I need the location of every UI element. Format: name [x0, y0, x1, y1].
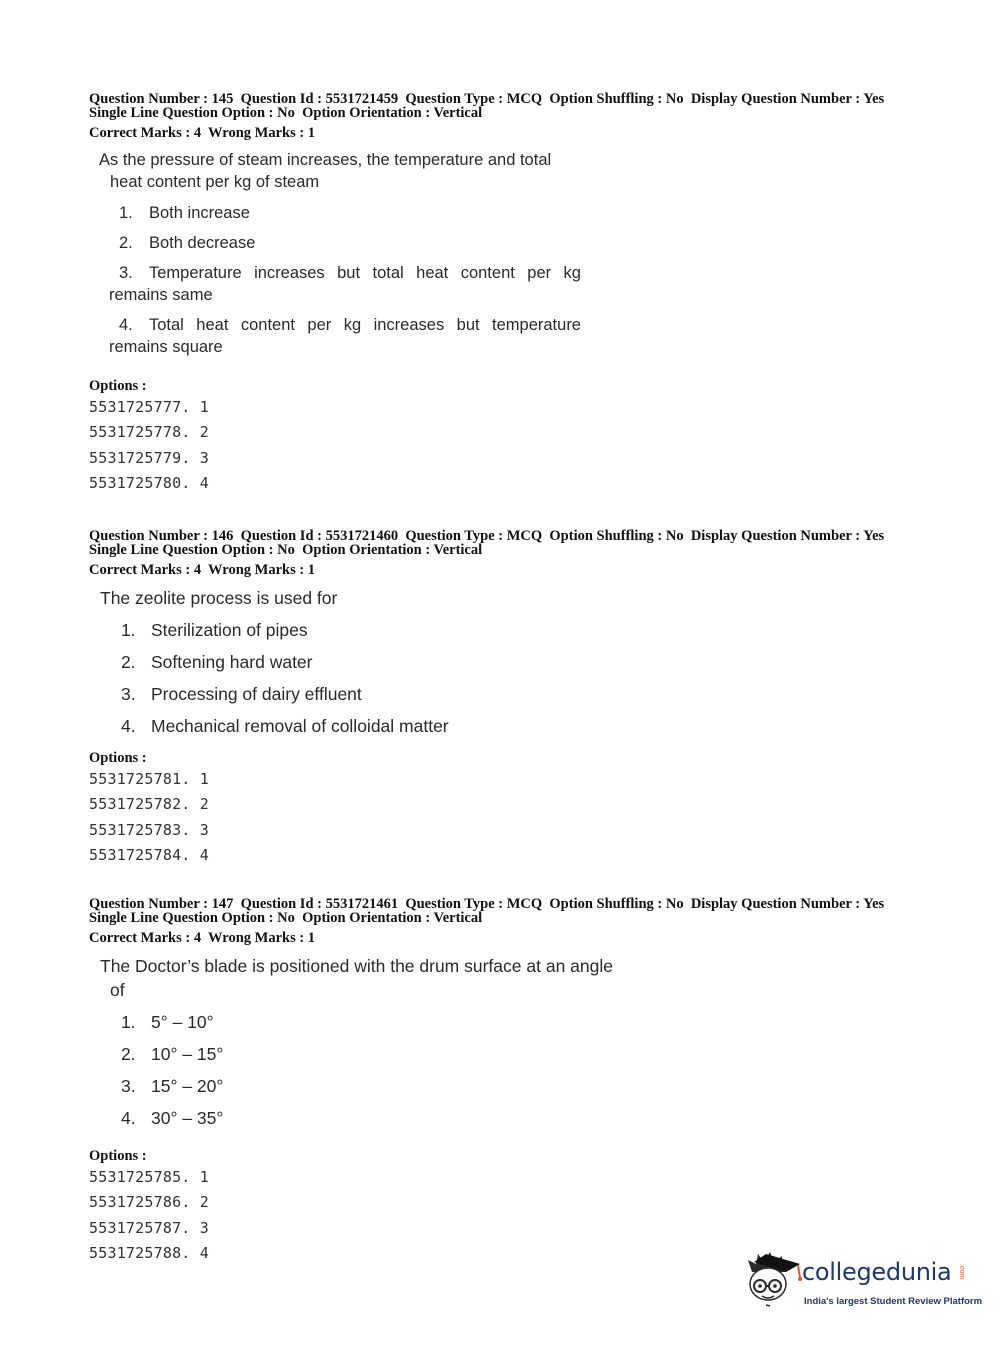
option-id: 5531725786. 2 — [89, 1193, 209, 1212]
choice-text-continued: remains square — [109, 338, 223, 356]
choice-item — [100, 618, 949, 642]
choice-number: 1. — [119, 204, 133, 222]
choice-number: 2. — [121, 1044, 136, 1064]
option-id: 5531725788. 4 — [89, 1243, 209, 1262]
question-meta-line2: Single Line Question Option : No Option Orientation : Vertical — [89, 542, 483, 558]
stem-line: The zeolite process is used for — [100, 588, 338, 608]
logo-wordmark: collegedunia — [802, 1258, 952, 1286]
choice-number: 3. — [119, 264, 133, 282]
marks-info: Correct Marks : 4 Wrong Marks : 1 — [89, 125, 316, 141]
choice-item — [100, 1074, 949, 1098]
choice-text: Total heat content per kg increases but temperature — [149, 316, 581, 334]
question-stem — [100, 954, 949, 1130]
choice-text: Both decrease — [149, 234, 256, 252]
choice-item — [100, 714, 949, 738]
question-meta: Question Number : 146 Question Id : 5531721460 Question Type : MCQ Option Shuffling : No Display Question Number : Yes — [89, 528, 885, 544]
mascot-icon — [742, 1250, 804, 1312]
question-meta: Question Number : 147 Question Id : 5531721461 Question Type : MCQ Option Shuffling : No Display Question Number : Yes — [89, 896, 885, 912]
marks-info: Correct Marks : 4 Wrong Marks : 1 — [89, 562, 316, 578]
choice-number: 4. — [121, 1108, 136, 1128]
choice-text: Both increase — [149, 204, 250, 222]
choice-number: 2. — [119, 234, 133, 252]
question-stem — [100, 586, 949, 738]
options-label: Options : — [89, 378, 147, 394]
choice-text: 30° – 35° — [151, 1108, 224, 1128]
choice-text: Mechanical removal of colloidal matter — [151, 716, 449, 736]
option-id: 5531725783. 3 — [89, 820, 209, 839]
option-id: 5531725787. 3 — [89, 1218, 209, 1237]
option-id: 5531725785. 1 — [89, 1168, 209, 1186]
question-block-145 — [89, 92, 949, 496]
marks-info: Correct Marks : 4 Wrong Marks : 1 — [89, 930, 316, 946]
choice-number: 2. — [121, 652, 136, 672]
choice-number: 1. — [121, 1012, 136, 1032]
choice-text-continued: remains same — [109, 286, 213, 304]
question-meta-line2: Single Line Question Option : No Option Orientation : Vertical — [89, 105, 483, 121]
stem-line: of — [110, 980, 125, 1000]
question-stem — [99, 149, 949, 358]
choice-text: 15° – 20° — [151, 1076, 224, 1096]
choice-item — [100, 650, 949, 674]
stem-line: heat content per kg of steam — [110, 173, 320, 191]
question-block-147 — [89, 897, 949, 1266]
option-id: 5531725784. 4 — [89, 845, 209, 864]
option-id: 5531725779. 3 — [89, 448, 209, 467]
options-label: Options : — [89, 750, 147, 766]
choice-text: Sterilization of pipes — [151, 620, 308, 640]
choice-item — [100, 1010, 949, 1034]
choice-number: 3. — [121, 684, 136, 704]
choice-item — [99, 314, 581, 336]
question-meta: Question Number : 145 Question Id : 5531721459 Question Type : MCQ Option Shuffling : No Display Question Number : Yes — [89, 91, 885, 107]
choice-number: 1. — [121, 620, 136, 640]
choice-text: 10° – 15° — [151, 1044, 224, 1064]
question-meta-line2: Single Line Question Option : No Option Orientation : Vertical — [89, 910, 483, 926]
question-block-146 — [89, 529, 949, 868]
stem-line: As the pressure of steam increases, the temperature and total — [99, 151, 552, 169]
choice-number: 4. — [121, 716, 136, 736]
options-label: Options : — [89, 1148, 147, 1164]
choice-text: Softening hard water — [151, 652, 313, 672]
option-id: 5531725778. 2 — [89, 423, 209, 442]
stem-line: The Doctor’s blade is positioned with the drum surface at an angle — [100, 956, 613, 976]
choice-text: Temperature increases but total heat content per kg — [149, 264, 581, 282]
option-id: 5531725780. 4 — [89, 473, 209, 492]
choice-item — [100, 682, 949, 706]
logo-suffix: .com — [958, 1264, 965, 1280]
choice-text: Processing of dairy effluent — [151, 684, 362, 704]
option-id: 5531725782. 2 — [89, 795, 209, 814]
choice-text: 5° – 10° — [151, 1012, 214, 1032]
option-id: 5531725781. 1 — [89, 770, 209, 788]
choice-number: 3. — [121, 1076, 136, 1096]
choice-item — [99, 232, 584, 254]
choice-number: 4. — [119, 316, 133, 334]
option-id: 5531725777. 1 — [89, 398, 209, 416]
logo-tagline: India's largest Student Review Platform — [804, 1296, 983, 1307]
choice-item — [100, 1042, 949, 1066]
choice-item — [99, 202, 584, 224]
choice-item — [99, 262, 581, 284]
collegedunia-logo — [742, 1250, 983, 1320]
choice-item — [100, 1106, 949, 1130]
